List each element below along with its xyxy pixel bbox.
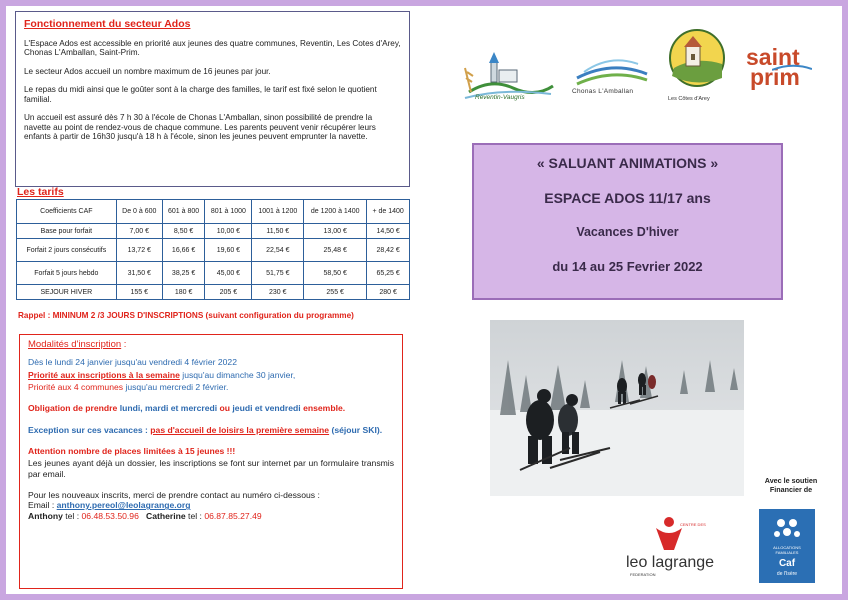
tarifs-title: Les tarifs <box>17 186 64 198</box>
exception-d: (séjour SKI). <box>329 424 383 435</box>
flyer-page <box>6 6 842 594</box>
email-label: Email : <box>28 500 57 511</box>
table-row <box>17 224 410 239</box>
modalites-title-suffix: : <box>121 339 127 350</box>
leo-lagrange-name: leo lagrange <box>626 554 715 571</box>
exception-c: pas d'accueil de loisirs la première semaine <box>150 424 330 435</box>
modalites-line3 <box>28 382 394 392</box>
title-line4: du 14 au 25 Fevrier 2022 <box>552 259 703 274</box>
catherine-phone: 06.87.85.27.49 <box>204 510 262 521</box>
chonas-label: Chonas L'Amballan <box>572 88 634 95</box>
fonctionnement-box <box>15 11 410 187</box>
obligation-e: ensemble. <box>300 403 346 414</box>
leo-lagrange-logo <box>626 514 726 584</box>
table-header-cell: 601 à 800 <box>162 200 205 224</box>
table-row <box>17 285 410 300</box>
email-link[interactable]: anthony.pereol@leolagrange.org <box>56 500 191 511</box>
reventin-logo <box>461 48 556 106</box>
catherine-tel-label: tel : <box>185 510 205 521</box>
fonctionnement-p2: Le secteur Ados accueil un nombre maximum de 16 jeunes par jour. <box>24 66 271 76</box>
modalites-title-text: Modalités d'inscription <box>28 339 122 350</box>
prim-text: prim <box>750 64 800 90</box>
reventin-label: Reventin-Vaugris <box>475 94 525 101</box>
nouveaux-text: Pour les nouveaux inscrits, merci de prendre contact au numéro ci-dessous : <box>28 489 320 500</box>
table-cell: Base pour forfait <box>17 224 117 239</box>
table-cell: 11,50 € <box>252 224 304 239</box>
phone-line <box>28 511 394 521</box>
table-cell: 25,48 € <box>304 239 367 262</box>
title-box <box>472 143 783 300</box>
priorite-semaine: Priorité aux inscriptions à la semaine <box>28 369 180 380</box>
anthony-name: Anthony <box>28 510 63 521</box>
table-cell: 255 € <box>304 285 367 300</box>
cotes-logo <box>666 28 728 106</box>
tarifs-table <box>16 199 410 300</box>
saintprim-logo <box>744 46 816 106</box>
obligation-text <box>28 403 394 413</box>
table-cell: 16,66 € <box>162 239 205 262</box>
table-cell: 280 € <box>367 285 410 300</box>
table-row <box>17 239 410 262</box>
table-cell: 7,00 € <box>116 224 162 239</box>
fonctionnement-p1: L'Espace Ados est accessible en priorité aux jeunes des quatre communes, Reventin, Les Cotes d'Arey, Chonas L'Amballan, Saint-Prim. <box>24 39 401 58</box>
table-cell: 8,50 € <box>162 224 205 239</box>
modalites-line1: Dès le lundi 24 janvier jusqu'au vendredi 4 février 2022 <box>28 357 237 368</box>
exception-text <box>28 425 394 435</box>
table-cell: Forfait 5 jours hebdo <box>17 262 117 285</box>
caf-text3: de l'Isère <box>776 571 798 577</box>
chonas-logo <box>572 48 652 100</box>
rappel-note: Rappel : MININUM 2 /3 JOURS D'INSCRIPTIONS (suivant configuration du programme) <box>18 311 354 320</box>
catherine-name: Catherine <box>146 510 186 521</box>
exception-a: Exception sur ces vacances <box>28 424 143 435</box>
table-cell: 31,50 € <box>116 262 162 285</box>
anthony-tel-label: tel : <box>62 510 82 521</box>
table-cell: 230 € <box>252 285 304 300</box>
table-row <box>17 262 410 285</box>
table-cell: 38,25 € <box>162 262 205 285</box>
modalites-box <box>19 334 403 589</box>
table-header-cell: 1001 à 1200 <box>252 200 304 224</box>
title-line1: « SALUANT ANIMATIONS » <box>536 155 719 171</box>
priorite-communes: Priorité aux 4 communes <box>28 382 124 393</box>
table-header-cell: + de 1400 <box>367 200 410 224</box>
saint-text: saint <box>746 44 800 70</box>
caf-logo <box>759 509 815 583</box>
leo-small-text: CENTRE DES <box>680 522 706 527</box>
modalites-line2 <box>28 370 394 380</box>
table-cell: 13,72 € <box>116 239 162 262</box>
fonctionnement-title: Fonctionnement du secteur Ados <box>24 18 191 30</box>
fonctionnement-p4: Un accueil est assuré dès 7 h 30 à l'école de Chonas L'Amballan, sinon possibilité de prendre la navette au point de rendez-vous de chaque commune. Les parents peuvent venir récupérer leurs enfants à partir de 16h30 jusqu'à 18 h à l'école, sinon les jeunes peuvent emprunter la navette. <box>24 113 376 141</box>
table-cell: 14,50 € <box>367 224 410 239</box>
ski-photo <box>490 320 744 496</box>
caf-text2: Caf <box>778 558 796 569</box>
priorite-semaine-date: jusqu'au dimanche 30 janvier, <box>179 369 296 380</box>
attention-text: Attention nombre de places limitées à 15 jeunes !!! <box>28 445 236 456</box>
table-cell: 10,00 € <box>205 224 252 239</box>
table-header-cell: De 0 à 600 <box>116 200 162 224</box>
table-cell: 22,54 € <box>252 239 304 262</box>
table-header-cell: 801 à 1000 <box>205 200 252 224</box>
table-cell: 58,50 € <box>304 262 367 285</box>
table-cell: 13,00 € <box>304 224 367 239</box>
table-cell: 28,42 € <box>367 239 410 262</box>
title-line3: Vacances D'hiver <box>576 225 679 239</box>
modalites-title <box>28 339 394 350</box>
email-line <box>28 500 394 510</box>
obligation-a: Obligation de prendre <box>28 403 120 414</box>
obligation-b: lundi, mardi et mercredi <box>119 403 218 414</box>
obligation-c: ou <box>217 403 233 414</box>
table-header-cell: Coefficients CAF <box>17 200 117 224</box>
table-header-row <box>17 200 410 224</box>
table-cell: 180 € <box>162 285 205 300</box>
table-cell: 65,25 € <box>367 262 410 285</box>
table-cell: SEJOUR HIVER <box>17 285 117 300</box>
soutien-text: Avec le soutien Financier de <box>764 476 818 495</box>
priorite-communes-date: jusqu'au mercredi 2 février. <box>123 382 229 393</box>
table-cell: 19,60 € <box>205 239 252 262</box>
table-header-cell: de 1200 à 1400 <box>304 200 367 224</box>
cotes-label: Les Côtes d'Arey <box>668 96 710 102</box>
table-cell: 205 € <box>205 285 252 300</box>
exception-b: : <box>142 424 151 435</box>
table-cell: Forfait 2 jours consécutifs <box>17 239 117 262</box>
title-line2: ESPACE ADOS 11/17 ans <box>544 190 711 206</box>
caf-text1: ALLOCATIONS FAMILIALES <box>773 545 801 555</box>
obligation-d: jeudi et vendredi <box>232 403 301 414</box>
dossier-text: Les jeunes ayant déjà un dossier, les inscriptions se font sur internet par un formulaire transmis par email. <box>28 458 394 479</box>
table-cell: 45,00 € <box>205 262 252 285</box>
anthony-phone: 06.48.53.50.96 <box>81 510 139 521</box>
fonctionnement-p3: Le repas du midi ainsi que le goûter sont à la charge des familles, le tarif est fixé selon le quotient familial. <box>24 85 377 104</box>
leo-federation: FEDERATION <box>630 572 656 577</box>
table-cell: 155 € <box>116 285 162 300</box>
table-cell: 51,75 € <box>252 262 304 285</box>
